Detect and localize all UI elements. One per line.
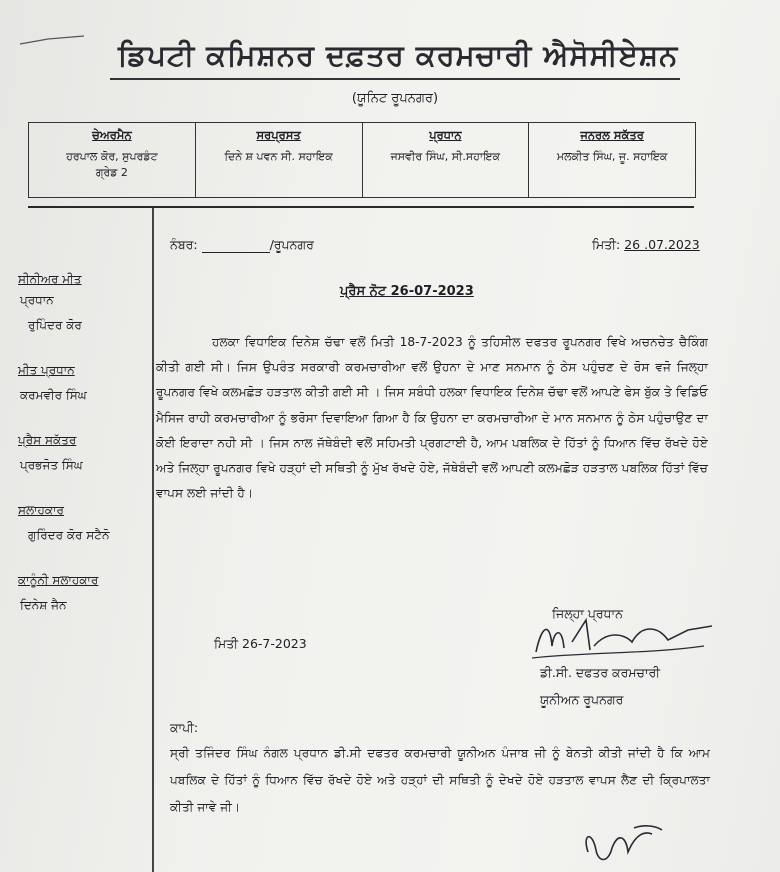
letter-body: ਹਲਕਾ ਵਿਧਾਇਕ ਦਿਨੇਸ਼ ਚੱਢਾ ਵਲੋਂ ਮਿਤੀ 18-7-2023 ਨੂੰ ਤਹਿਸੀਲ ਦਫਤਰ ਰੂਪਨਗਰ ਵਿਖੇ ਅਚਨਚੇਤ ਚੈਕਿੰਗ ਕੀਤੀ ਗਈ ਸੀ। ਜਿਸ ਉਪਰੰਤ ਸਰਕਾਰੀ ਕਰਮਚਾਰੀਆ ਵਲੋਂ ਉਹਨਾ ਦੇ ਮਾਣ ਸਨਮਾਨ ਨੂੰ ਠੇਸ ਪਹੁੰਚਣ ਦੇ ਰੋਸ ਵਜੋ ਜਿਲ੍ਹਾ ਰੂਪਨਗਰ ਵਿਖੇ ਕਲਮਛੋੜ ਹੜਤਾਲ ਕੀਤੀ ਗਈ ਸੀ । ਜਿਸ ਸਬੰਧੀ ਹਲਕਾ ਵਿਧਾਇਕ ਦਿਨੇਸ਼ ਚੱਢਾ ਵਲੋਂ ਆਪਣੇ ਫੇਸ ਬੁੱਕ ਤੇ ਵਿਡਿਓ ਮੈਸਿਜ ਰਾਹੀ ਕਰਮਚਾਰੀਆ ਨੂੰ ਭਰੋਸਾ ਦਿਵਾਇਆ ਗਿਆ ਹੈ ਕਿ ਉਹਨਾ ਦਾ ਕਰਮਚਾਰੀਆ ਦੇ ਮਾਨ ਸਨਮਾਨ ਨੂੰ ਠੇਸ ਪਹੁੰਚਾਉਣ ਦਾ ਕੋਈ ਇਰਾਦਾ ਨਹੀ ਸੀ । ਜਿਸ ਨਾਲ ਜੱਥੇਬੰਦੀ ਵਲੋਂ ਸਹਿਮਤੀ ਪ੍ਰਗਟਾਈ ਹੈ, ਆਮ ਪਬਲਿਕ ਦੇ ਹਿੱਤਾਂ ਨੂੰ ਧਿਆਨ ਵਿੱਚ ਰੱਖਦੇ ਹੋਏ ਅਤੇ ਜਿਲ੍ਹਾ ਰੂਪਨਗਰ ਵਿਖੇ ਹੜ੍ਹਾਂ ਦੀ ਸਥਿਤੀ ਨੂੰ ਮੁੱਖ ਰੱਖਦੇ ਹੋਏ, ਜੱਥੇਬੰਦੀ ਵਲੋਂ ਆਪਣੀ ਕਲਮਛੋੜ ਹੜਤਾਲ ਪਬਲਿਕ ਹਿੱਤਾਂ ਵਿੱਚ ਵਾਪਸ ਲਈ ਜਾਂਦੀ ਹੈ। [156,335,708,501]
signatory-org-line2: ਯੂਨੀਅਨ ਰੂਪਨਗਰ [540,692,624,707]
sidebar-member [18,272,148,333]
ref-suffix: /ਰੂਪਨਗਰ [269,237,314,252]
officer-name: ਜਸਵੀਰ ਸਿੰਘ, ਸੀ.ਸਹਾਇਕ [390,150,501,163]
sign-date: ਮਿਤੀ 26-7-2023 [214,636,307,651]
member-role: ਮੀਤ ਪ੍ਰਧਾਨ [18,363,75,377]
date-value: 26 .07.2023 [624,237,700,252]
sidebar-member [18,503,148,543]
sidebar-member [18,363,148,403]
member-name: ਪ੍ਰਭਜੋਤ ਸਿੰਘ [20,458,83,472]
title-underline [110,78,680,80]
sidebar-member [18,573,148,613]
association-title: ਡਿਪਟੀ ਕਮਿਸ਼ਨਰ ਦਫ਼ਤਰ ਕਰਮਚਾਰੀ ਐਸੋਸੀਏਸ਼ਨ [118,38,679,72]
officer-general-secretary [529,123,695,197]
member-role: ਕਾਨੂੰਨੀ ਸਲਾਹਕਾਰ [18,573,99,587]
press-note-heading: ਪ੍ਰੈਸ ਨੋਟ 26-07-2023 [340,284,474,299]
sidebar-divider [152,208,154,872]
sidebar-members [18,272,148,643]
officer-role: ਚੇਅਰਮੈਨ [92,128,132,142]
unit-subtitle: (ਯੂਨਿਟ ਰੂਪਨਗਰ) [351,91,439,106]
officers-table [28,122,696,198]
officer-name: ਦਿਨੇ ਸ਼ ਪਵਨ ਸੀ. ਸਹਾਇਕ [224,150,333,163]
reference-number [170,237,314,253]
member-role: ਸੀਨੀਅਰ ਮੀਤ [18,272,82,286]
signature-mark [528,612,718,664]
signatory-org-line1: ਡੀ.ਸੀ. ਦਫਤਰ ਕਰਮਚਾਰੀ [540,665,661,680]
copy-label: ਕਾਪੀ: [170,720,199,735]
officer-name-line2: ਗ੍ਰੇਡ 2 [95,166,128,179]
member-name: ਦਿਨੇਸ਼ ਜੈਨ [20,598,67,612]
pen-mark [18,34,88,48]
second-signature-mark [578,822,668,872]
officer-chairman [29,123,196,197]
officer-name: ਹਰਪਾਲ ਕੋਰ, ਸੁਪਰਡੰਟ [66,150,158,163]
copy-text: ਸ੍ਰੀ ਤਜਿੰਦਰ ਸਿੰਘ ਨੰਗਲ ਪ੍ਰਧਾਨ ਡੀ.ਸੀ ਦਫਤਰ ਕਰਮਚਾਰੀ ਯੂਨੀਅਨ ਪੰਜਾਬ ਜੀ ਨੂੰ ਬੇਨਤੀ ਕੀਤੀ ਜਾਂਦੀ ਹੈ ਕਿ ਆਮ ਪਬਲਿਕ ਦੇ ਹਿੱਤਾਂ ਨੂੰ ਧਿਆਨ ਵਿੱਚ ਰੱਖਦੇ ਹੋਏ ਅਤੇ ਹੜ੍ਹਾਂ ਦੀ ਸਥਿਤੀ ਨੂੰ ਦੇਖਦੇ ਹੋਏ ਹੜਤਾਲ ਵਾਪਸ ਲੈਣ ਦੀ ਕ੍ਰਿਪਾਲਤਾ ਕੀਤੀ ਜਾਵੇ ਜੀ। [170,746,710,814]
member-role: ਸਲਾਹਕਾਰ [18,503,64,517]
header-divider [28,206,694,208]
letter-date [592,237,700,253]
officer-patron [196,123,363,197]
officer-role: ਪ੍ਰਧਾਨ [429,128,462,142]
member-name: ਰੁਪਿੰਦਰ ਕੋਰ [28,318,82,332]
date-label: ਮਿਤੀ: [592,237,621,252]
member-name: ਕਰਮਵੀਰ ਸਿੰਘ [20,388,87,402]
officer-president [363,123,530,197]
ref-label: ਨੰਬਰ: [170,237,198,252]
officer-role: ਸਰਪ੍ਰਸਤ [256,128,301,142]
officer-name: ਮਲਕੀਤ ਸਿੰਘ, ਜੂ. ਸਹਾਇਕ [556,150,668,163]
ref-blank [202,252,270,253]
member-role-line2: ਪ੍ਰਧਾਨ [20,293,54,307]
sidebar-member [18,433,148,473]
signatory-title: ਜਿਲ੍ਹਾ ਪ੍ਰਧਾਨ [552,606,623,621]
member-name: ਗੁਰਿੰਦਰ ਕੋਰ ਸਟੈਨੋ [28,528,110,542]
member-role: ਪ੍ਰੈਸ ਸਕੱਤਰ [18,433,77,447]
officer-role: ਜਨਰਲ ਸਕੱਤਰ [580,128,644,142]
